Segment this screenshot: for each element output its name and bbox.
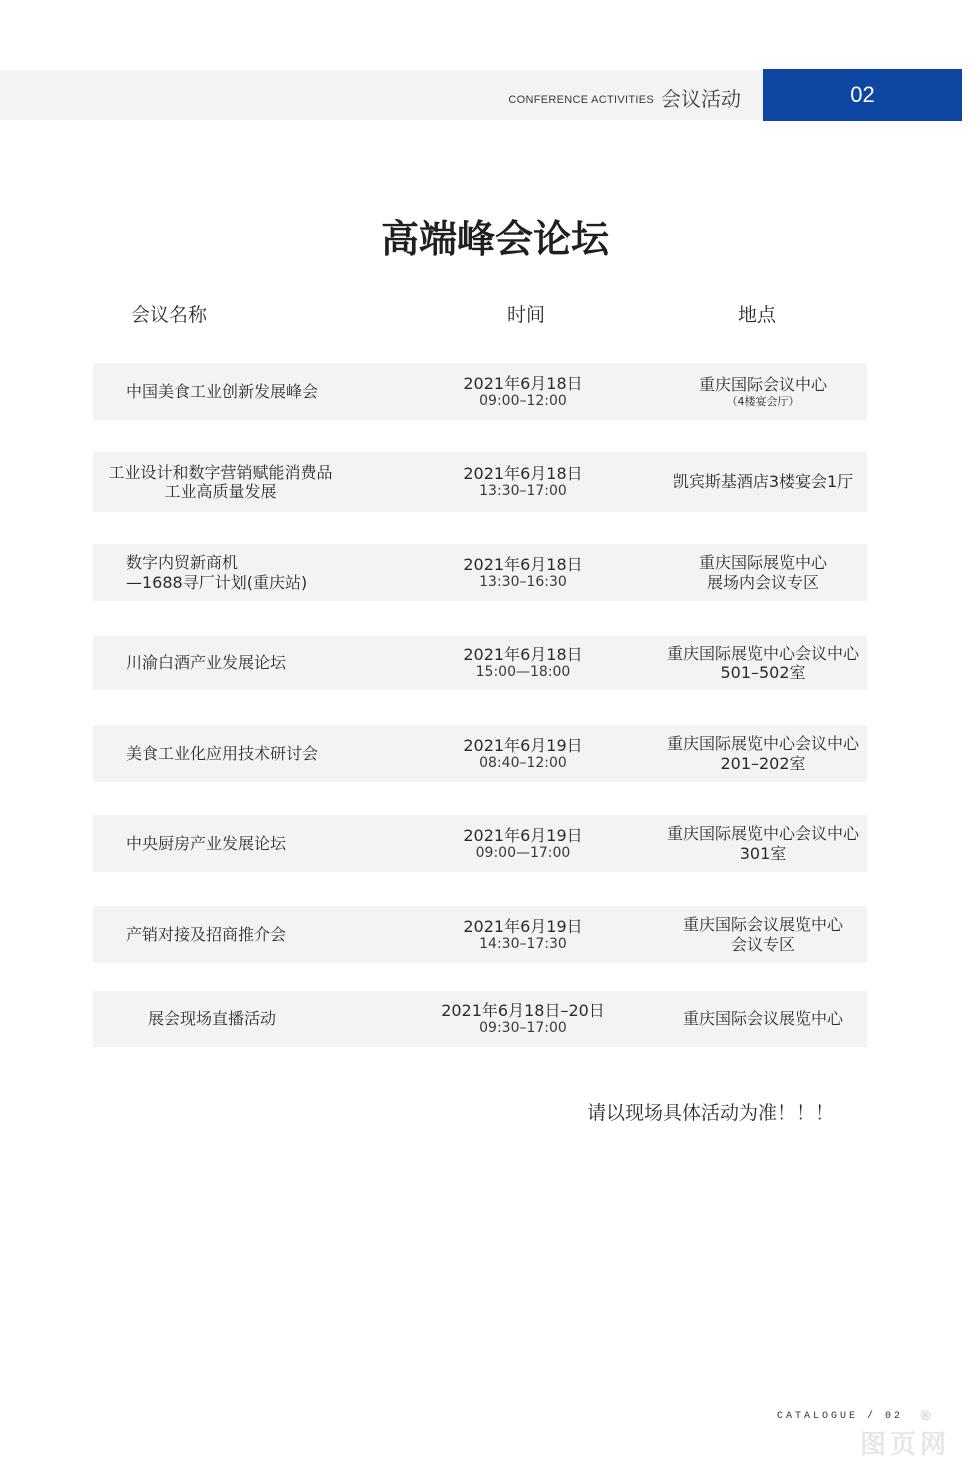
- page-number-badge: 02: [763, 69, 962, 121]
- event-place-line: 重庆国际展览中心会议中心: [666, 824, 859, 844]
- event-name-line: 中央厨房产业发展论坛: [126, 833, 287, 853]
- event-hours: 15:00—18:00: [475, 664, 571, 681]
- event-name-line: 产销对接及招商推介会: [126, 924, 287, 944]
- event-date: 2021年6月18日: [463, 645, 583, 664]
- event-place-line: 重庆国际展览中心: [698, 553, 827, 573]
- event-name-line: 美食工业化应用技术研讨会: [126, 743, 319, 763]
- watermark: 图页网: [860, 1430, 951, 1460]
- event-place-line: 展场内会议专区: [706, 572, 819, 592]
- event-name: [93, 636, 348, 690]
- event-time: [393, 452, 653, 512]
- event-row: [93, 991, 867, 1047]
- event-date: 2021年6月18日: [463, 373, 583, 393]
- event-name: [93, 544, 348, 601]
- event-name-line: 工业设计和数字营销赋能消费品: [108, 462, 333, 482]
- event-date: 2021年6月18日: [463, 464, 583, 483]
- footer-catalogue: CATALOGUE / 02: [777, 1411, 904, 1422]
- event-row: [93, 906, 867, 963]
- event-place-line: 会议专区: [730, 934, 795, 954]
- event-row: [93, 363, 867, 420]
- event-date: 2021年6月18日–20日: [441, 1001, 605, 1020]
- event-name: [93, 815, 348, 872]
- event-place: [643, 544, 883, 601]
- event-place-sub: （4楼宴会厅）: [726, 394, 800, 408]
- event-name: [93, 725, 348, 782]
- event-place-line: 凯宾斯基酒店3楼宴会1厅: [672, 472, 854, 492]
- event-time: [393, 725, 653, 782]
- event-date: 2021年6月19日: [463, 916, 583, 936]
- event-name: [93, 452, 348, 512]
- registered-mark-icon: ®: [919, 1409, 932, 1424]
- event-place-line: 重庆国际会议中心: [698, 375, 827, 395]
- event-row: [93, 452, 867, 512]
- event-hours: 13:30–17:00: [479, 483, 567, 500]
- event-date: 2021年6月18日: [463, 554, 583, 574]
- event-place-line: 201–202室: [720, 753, 806, 773]
- page-title: 高端峰会论坛: [380, 217, 609, 261]
- event-place: [643, 452, 883, 512]
- event-row: [93, 636, 867, 690]
- event-name-line: 数字内贸新商机: [126, 553, 239, 573]
- event-time: [393, 544, 653, 601]
- event-row: [93, 815, 867, 872]
- event-name-line: 川渝白酒产业发展论坛: [126, 653, 287, 673]
- event-place: [643, 636, 883, 690]
- event-hours: 13:30–16:30: [479, 573, 567, 590]
- header-subtitle: CONFERENCE ACTIVITIES: [508, 94, 654, 106]
- event-place: [643, 363, 883, 420]
- column-header-time: 时间: [507, 304, 546, 326]
- event-row: [93, 544, 867, 601]
- event-date: 2021年6月19日: [463, 735, 583, 755]
- event-place-line: 501–502室: [720, 663, 806, 682]
- header-title: 会议活动: [661, 87, 741, 111]
- event-place-line: 重庆国际会议展览中心: [682, 1009, 843, 1029]
- event-place-line: 重庆国际展览中心会议中心: [666, 734, 859, 754]
- event-hours: 08:40–12:00: [479, 754, 567, 771]
- event-name: [93, 906, 348, 963]
- event-hours: 14:30–17:30: [479, 935, 567, 952]
- event-hours: 09:30–17:00: [479, 1020, 567, 1037]
- event-place-line: 301室: [739, 843, 787, 863]
- event-hours: 09:00—17:00: [475, 844, 571, 861]
- event-place-line: 重庆国际展览中心会议中心: [666, 643, 859, 663]
- event-row: [93, 725, 867, 782]
- event-place-line: 重庆国际会议展览中心: [682, 915, 843, 935]
- event-name: [93, 991, 348, 1047]
- event-time: [393, 636, 653, 690]
- event-time: [393, 906, 653, 963]
- event-name-line: 展会现场直播活动: [148, 1009, 277, 1029]
- event-name: [93, 363, 348, 420]
- event-time: [393, 815, 653, 872]
- event-name-line: 工业高质量发展: [164, 482, 277, 501]
- disclaimer-note: 请以现场具体活动为准！！！: [587, 1102, 835, 1124]
- event-hours: 09:00–12:00: [479, 392, 567, 409]
- column-header-place: 地点: [738, 304, 777, 326]
- event-time: [393, 991, 653, 1047]
- event-place: [643, 906, 883, 963]
- column-header-name: 会议名称: [131, 304, 208, 326]
- event-place: [643, 815, 883, 872]
- event-name-line: —1688寻厂计划(重庆站): [126, 572, 308, 592]
- event-place: [643, 725, 883, 782]
- event-name-line: 中国美食工业创新发展峰会: [126, 381, 319, 401]
- event-place: [643, 991, 883, 1047]
- event-date: 2021年6月19日: [463, 825, 583, 845]
- event-time: [393, 363, 653, 420]
